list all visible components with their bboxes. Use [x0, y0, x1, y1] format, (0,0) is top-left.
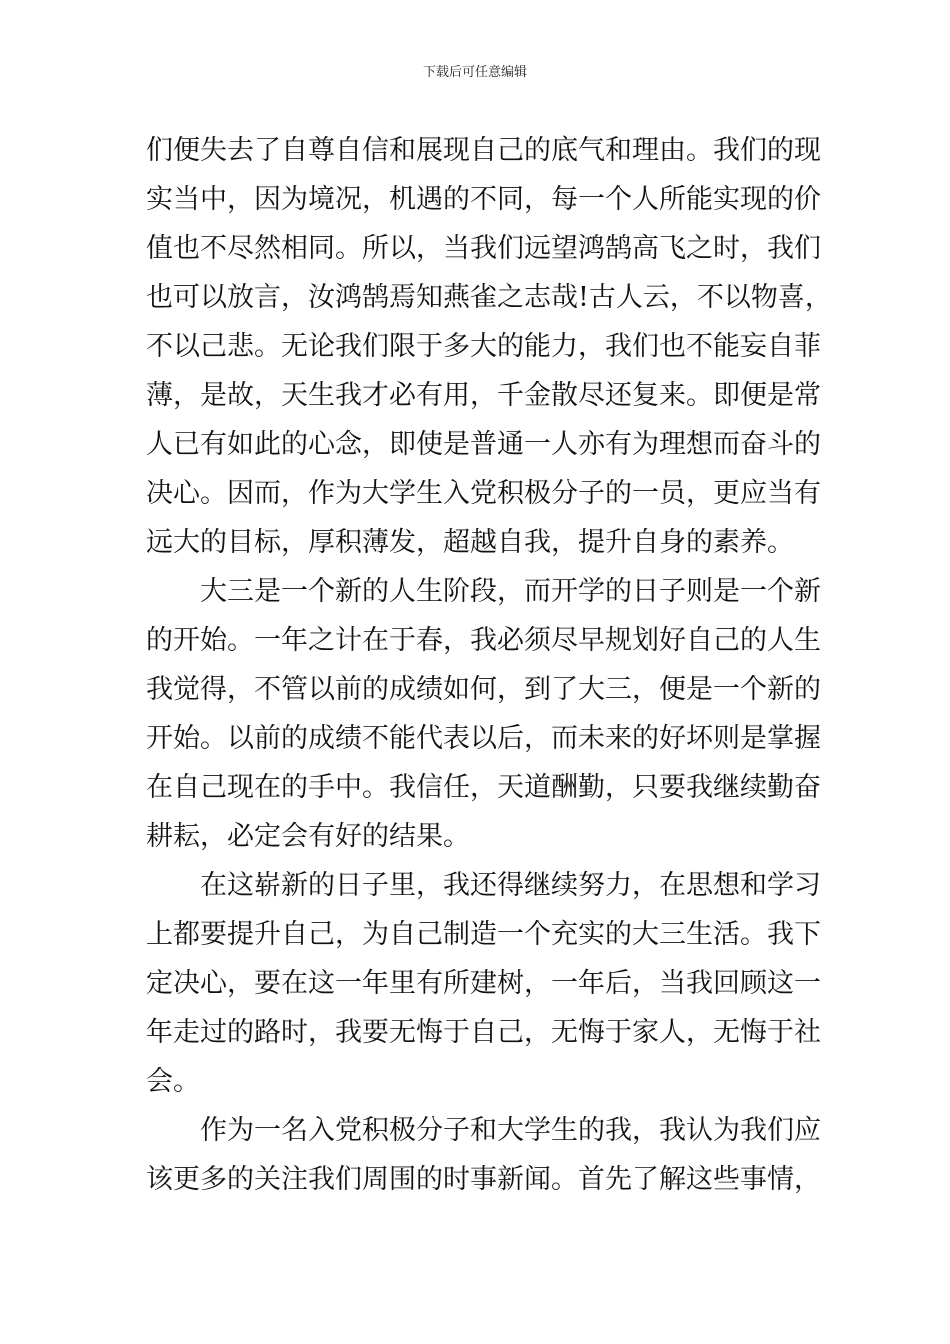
text-line: 决心。因而，作为大学生入党积极分子的一员，更应当有 — [146, 478, 821, 509]
text-line: 薄，是故，天生我才必有用，千金散尽还复来。即便是常 — [146, 380, 821, 411]
text-line: 该更多的关注我们周围的时事新闻。首先了解这些事情， — [146, 1164, 821, 1195]
text-line: 远大的目标，厚积薄发，超越自我，提升自身的素养。 — [146, 527, 794, 558]
page-header: 下载后可任意编辑 — [422, 65, 527, 80]
text-line: 也可以放言，汝鸿鹄焉知燕雀之志哉!古人云，不以物喜， — [146, 282, 832, 313]
text-line: 定决心，要在这一年里有所建树，一年后，当我回顾这一 — [146, 968, 821, 999]
paragraph-first-line: 作为一名入党积极分子和大学生的我，我认为我们应 — [200, 1115, 821, 1146]
text-line: 上都要提升自己，为自己制造一个充实的大三生活。我下 — [146, 919, 821, 950]
text-line: 不以己悲。无论我们限于多大的能力，我们也不能妄自菲 — [146, 331, 821, 362]
text-line: 我觉得，不管以前的成绩如何，到了大三，便是一个新的 — [146, 674, 821, 705]
text-line: 实当中，因为境况，机遇的不同，每一个人所能实现的价 — [146, 184, 821, 215]
paragraph-first-line: 大三是一个新的人生阶段，而开学的日子则是一个新 — [200, 576, 821, 607]
text-line: 们便失去了自尊自信和展现自己的底气和理由。我们的现 — [146, 135, 821, 166]
text-line: 开始。以前的成绩不能代表以后，而未来的好坏则是掌握 — [146, 723, 821, 754]
text-line: 会。 — [146, 1066, 200, 1097]
paragraph-first-line: 在这崭新的日子里，我还得继续努力，在思想和学习 — [200, 870, 821, 901]
text-line: 值也不尽然相同。所以，当我们远望鸿鹄高飞之时，我们 — [146, 233, 821, 264]
text-line: 人已有如此的心念，即使是普通一人亦有为理想而奋斗的 — [146, 429, 821, 460]
text-line: 的开始。一年之计在于春，我必须尽早规划好自己的人生 — [146, 625, 821, 656]
text-line: 年走过的路时，我要无悔于自己，无悔于家人，无悔于社 — [146, 1017, 821, 1048]
text-line: 耕耘，必定会有好的结果。 — [146, 821, 470, 852]
document-body — [146, 126, 832, 1204]
text-line: 在自己现在的手中。我信任，天道酬勤，只要我继续勤奋 — [146, 772, 821, 803]
